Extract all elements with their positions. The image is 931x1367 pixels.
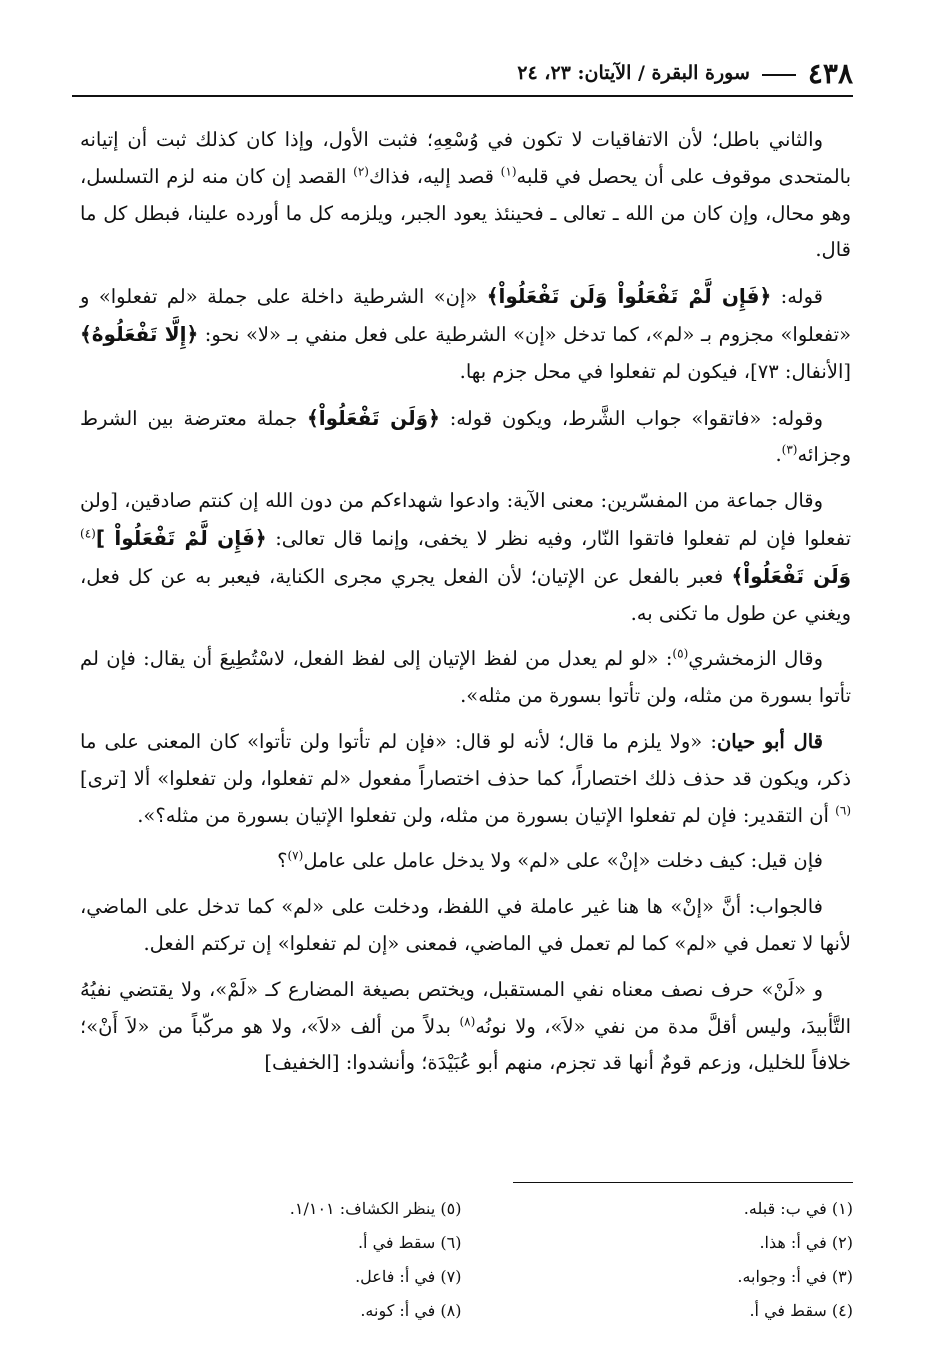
- text-run: فإن قيل: كيف دخلت «إنْ» على «لم» ولا يدخل عامل على عامل: [303, 849, 823, 873]
- body-text: [80, 122, 851, 1091]
- text-run: قصد إليه، فذاك: [368, 164, 501, 188]
- text-run: ؟: [277, 849, 288, 873]
- paragraph: [80, 400, 851, 475]
- paragraph: [80, 641, 851, 715]
- text-run: فعبر بالفعل عن الإتيان؛ لأن الفعل يجري مجرى الكناية، فيعبر به عن كل فعل، ويغني عن طول ما تكنى به.: [80, 564, 851, 625]
- footnote: (٦) سقط في أ.: [357, 1233, 462, 1252]
- paragraph: [80, 724, 851, 834]
- text-run: بدلاً من ألف «لاَ»، ولا هو مركّباً من «لاَ أَنْ»؛ خلافاً للخليل، وزعم قومٌ أنها قد تجزم، منهم أبو عُبَيْدَة؛ وأنشدوا: [الخفيف]: [80, 1014, 851, 1075]
- quran-quote: وَلَن تَفْعَلُواْ﴾: [731, 563, 852, 588]
- footnotes: [110, 1192, 853, 1328]
- paragraph: [80, 972, 851, 1082]
- text-run: والثاني باطل؛ لأن الاتفاقيات لا تكون في وُسْعِهِ؛ فثبت الأول، وإذا كان كذلك ثبت أن إتيانه بالمتحدى موقوف على أن يحصل في قلبه: [80, 128, 852, 188]
- footnote: (٧) في أ: فاعل.: [355, 1267, 462, 1286]
- footnote: (١) في ب: قبله.: [743, 1199, 853, 1218]
- header-rule: [72, 95, 853, 97]
- text-run: .: [775, 443, 782, 467]
- footnote-marker: (٣): [781, 442, 798, 457]
- quran-quote: ﴿فَإِن لَّمْ تَفْعَلُواْ وَلَن تَفْعَلُواْ﴾: [486, 284, 772, 309]
- footnote-rule: [513, 1182, 853, 1183]
- footnotes-right-column: [502, 1192, 854, 1328]
- text-run: أن التقدير: فإن لم تفعلوا الإتيان بسورة من مثله، ولن تفعلوا الإتيان بسورة من مثله؟».: [137, 803, 836, 827]
- quran-quote: ﴿فَإِن لَّمْ تَفْعَلُواْ ]: [95, 525, 267, 550]
- text-run: وقال الزمخشري: [688, 647, 823, 671]
- header-dash: [762, 74, 796, 76]
- text-run: : «لو لم يعدل من لفظ الإتيان إلى لفظ الفعل، لاسْتُطِيعَ أن يقال: فإن لم تأتوا بسورة من مثله، ولن تأتوا بسورة من مثله».: [80, 647, 851, 708]
- footnote: (٨) في أ: كونه.: [360, 1301, 462, 1320]
- footnote-marker: (٧): [287, 848, 304, 863]
- footnote: (٣) في أ: وجوابه.: [737, 1267, 853, 1286]
- footnote: (٢) في أ: هذا.: [759, 1233, 853, 1252]
- paragraph: [80, 843, 851, 880]
- text-run: وقال جماعة من المفسّرين: معنى الآية: وادعوا شهداءكم من دون الله إن كنتم صادقين، [ولن تفعلوا فإن لم تفعلوا فاتقوا النّار، وفيه نظر لا يخفى، وإنما قال تعالى:: [80, 489, 851, 550]
- text-run: القصد إن كان منه لزم التسلسل، وهو محال، وإن كان من الله ـ تعالى ـ فحينئذ يعود الجبر، ويلزمه كل ما أورده علينا، فبطل كل ما قال.: [80, 164, 851, 262]
- text-run: «إن» الشرطية داخلة على جملة «لم تفعلوا» و «تفعلوا» مجزوم بـ «لم»، كما تدخل «إن» الشرطية على فعل منفي بـ «لا» نحو:: [80, 285, 851, 346]
- text-run: قوله:: [771, 285, 823, 309]
- bold-text: قال أبو حيان: [716, 729, 823, 753]
- footnote-marker: (٥): [672, 646, 689, 661]
- page-number: ٤٣٨: [807, 56, 853, 90]
- paragraph: [80, 122, 851, 269]
- page-header: [78, 52, 853, 94]
- paragraph: [80, 278, 851, 390]
- footnote: (٥) ينظر الكشاف: ١/١٠١.: [289, 1199, 462, 1218]
- footnotes-left-column: [110, 1192, 462, 1328]
- footnote-marker: (٢): [353, 164, 369, 179]
- footnote-marker: (١): [500, 164, 517, 179]
- running-head: سورة البقرة / الآيتان: ٢٣، ٢٤: [517, 62, 750, 84]
- text-run: جملة معترضة بين الشرط وجزائه: [80, 406, 851, 467]
- text-run: [الأنفال: ٧٣]، فيكون لم تفعلوا في محل جزم بها.: [459, 359, 851, 383]
- text-run: وقوله: «فاتقوا» جواب الشَّرط، ويكون قوله:: [439, 406, 823, 430]
- text-run: و «لَنْ» حرف نصف معناه نفي المستقبل، ويختص بصيغة المضارع كـ «لَمْ»، ولا يقتضي نفيُهُ التَّأبيدَ، وليس أقلَّ مدة من نفي «لاَ»، ولا نونُه: [80, 977, 852, 1038]
- footnote-marker: (٦): [835, 803, 851, 818]
- paragraph: [80, 889, 851, 963]
- quran-quote: ﴿إِلَّا تَفْعَلُوهُ﴾: [80, 321, 199, 346]
- footnote: (٤) سقط في أ.: [749, 1301, 853, 1320]
- text-run: فالجواب: أنَّ «إنْ» ها هنا غير عاملة في اللفظ، ودخلت على «لم» كما تدخل على الماضي، لأنها لا تعمل في «لم» كما لم تعمل في الماضي، فمعنى «إن لم تفعلوا» إن تركتم الفعل.: [80, 895, 851, 955]
- footnote-marker: (٨): [459, 1014, 476, 1029]
- text-run: : «ولا يلزم ما قال؛ لأنه لو قال: «فإن لم تأتوا ولن تأتوا» كان المعنى على ما ذكر، ويكون قد حذف ذلك اختصاراً، كما حذف اختصاراً مفعول «لم تفعلوا، ولن تفعلوا» ألا [ترى]: [80, 729, 851, 790]
- footnote-marker: (٤): [80, 526, 96, 541]
- paragraph: [80, 483, 851, 632]
- quran-quote: ﴿وَلَن تَفْعَلُواْ﴾: [307, 405, 440, 430]
